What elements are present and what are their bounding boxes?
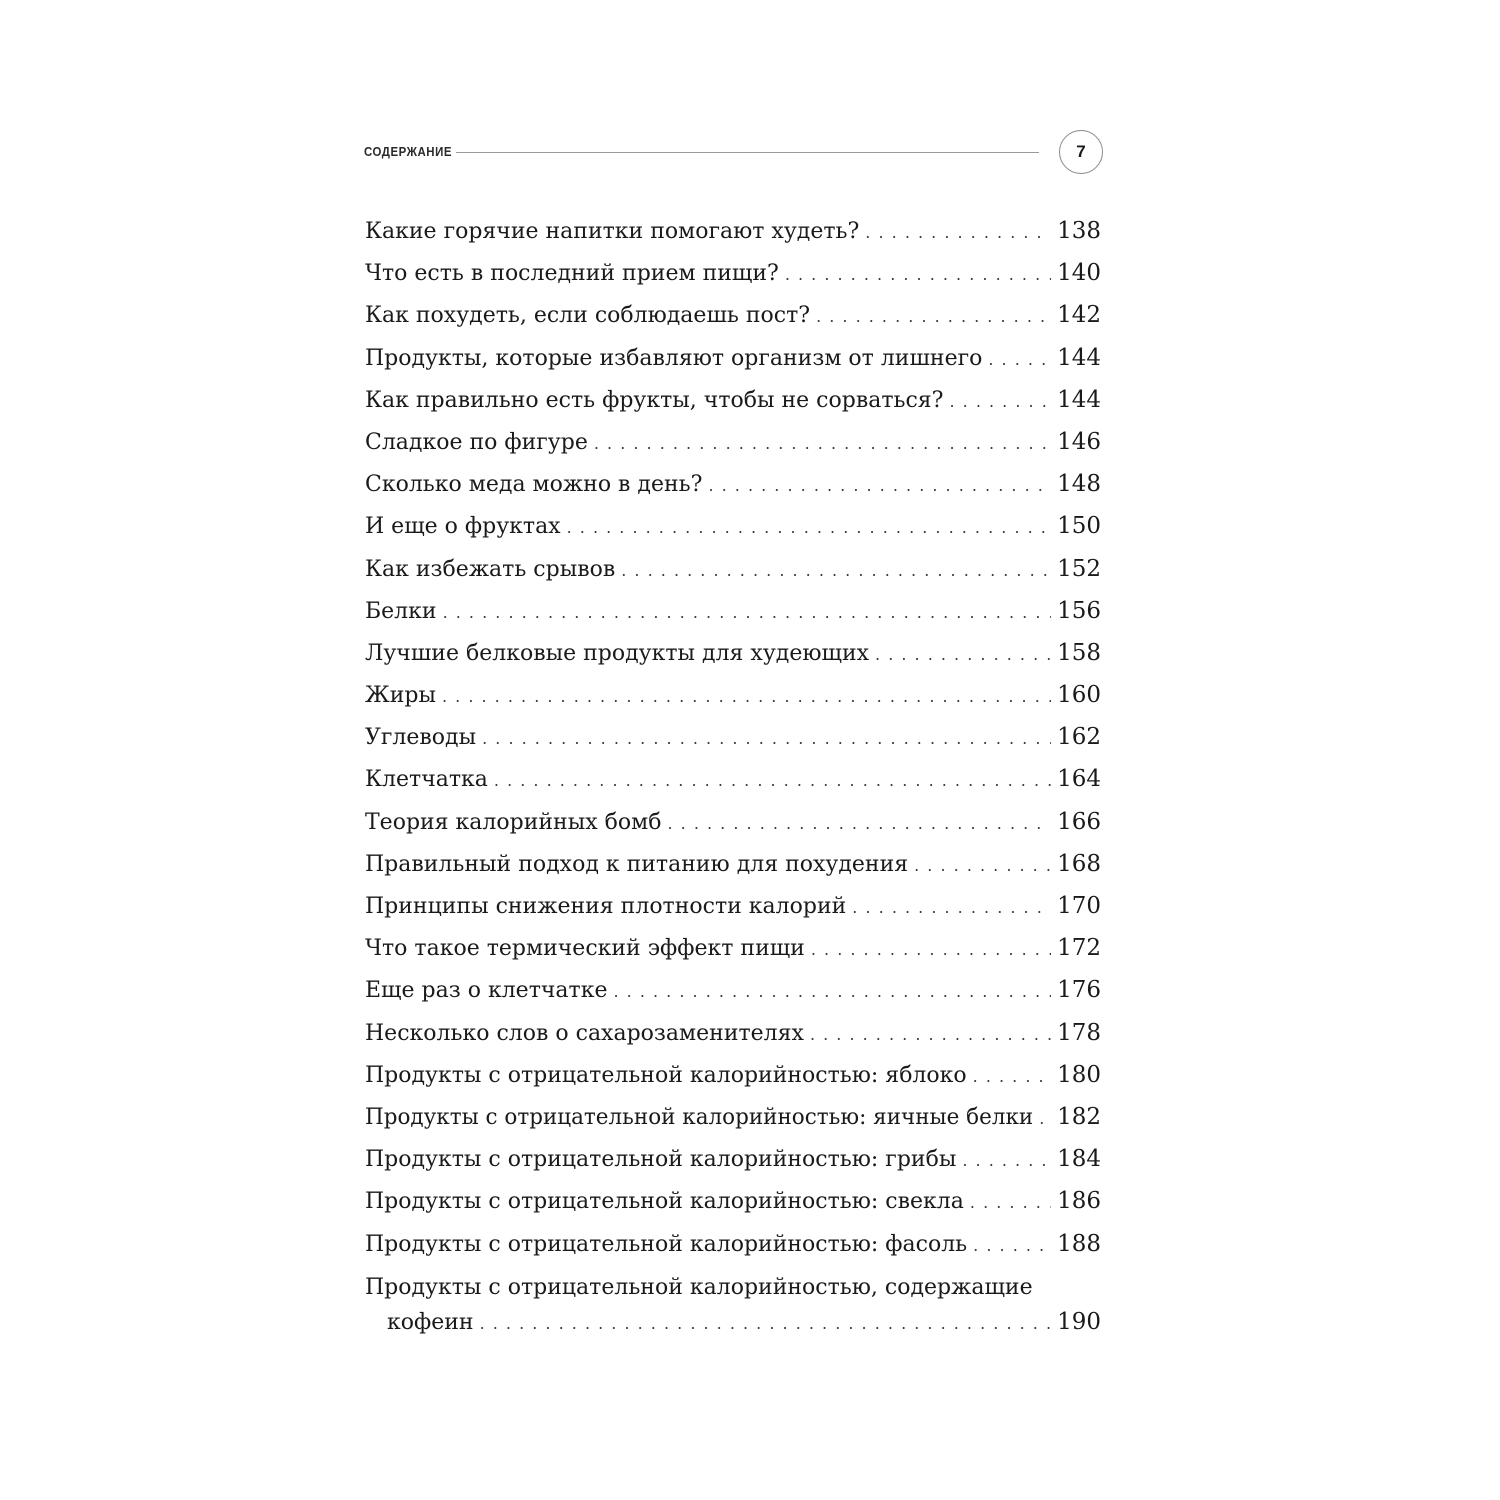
toc-entry-page: 160 (1057, 682, 1101, 709)
toc-entry-page: 142 (1057, 302, 1101, 329)
toc-entry-page: 168 (1057, 850, 1101, 877)
toc-entry-page: 178 (1057, 1019, 1101, 1046)
toc-entry[interactable] (365, 674, 1101, 716)
toc-entry-page: 150 (1057, 513, 1101, 540)
dot-leader (442, 676, 1051, 718)
toc-entry[interactable] (365, 716, 1101, 758)
page-number-badge: 7 (1059, 130, 1103, 174)
dot-leader (621, 550, 1051, 592)
toc-entry-title: Как правильно есть фрукты, чтобы не сорваться? (365, 387, 944, 413)
toc-entry-page: 164 (1057, 766, 1101, 793)
toc-entry[interactable] (365, 1138, 1101, 1180)
toc-entry-page: 180 (1057, 1061, 1101, 1088)
toc-entry[interactable] (365, 801, 1101, 843)
table-of-contents (365, 210, 1101, 1339)
dot-leader (667, 803, 1051, 845)
toc-entry-title: Что есть в последний прием пищи? (365, 261, 779, 287)
toc-entry-page: 182 (1057, 1103, 1101, 1130)
toc-entry[interactable] (365, 1265, 1101, 1339)
toc-entry[interactable] (365, 969, 1101, 1011)
toc-entry-title: Что такое термический эффект пищи (365, 936, 805, 962)
toc-entry[interactable] (365, 379, 1101, 421)
toc-entry-title: Теория калорийных бомб (365, 809, 662, 835)
toc-entry[interactable] (365, 463, 1101, 505)
toc-entry-title: Продукты с отрицательной калорийностью: свекла (365, 1189, 964, 1215)
toc-entry-title: Белки (365, 598, 437, 624)
toc-entry-page: 162 (1057, 724, 1101, 751)
toc-entry-page: 170 (1057, 893, 1101, 919)
dot-leader (811, 929, 1051, 971)
toc-entry-title: Как избежать срывов (365, 556, 616, 582)
toc-entry[interactable] (365, 505, 1101, 547)
dot-leader (494, 760, 1051, 802)
toc-entry-title: Принципы снижения плотности калорий (365, 894, 847, 919)
toc-entry-title: Сколько меда можно в день? (365, 472, 703, 498)
toc-entry[interactable] (365, 590, 1101, 632)
toc-entry-title: Продукты, которые избавляют организм от лишнего (365, 345, 983, 371)
toc-entry-title: Несколько слов о сахарозаменителях (365, 1020, 804, 1046)
dot-leader (708, 465, 1051, 507)
toc-entry[interactable] (365, 1054, 1101, 1096)
running-title: СОДЕРЖАНИЕ (364, 144, 452, 159)
dot-leader (875, 634, 1051, 676)
toc-entry-page: 158 (1057, 639, 1101, 666)
dot-leader (613, 971, 1051, 1013)
toc-entry[interactable] (365, 294, 1101, 336)
dot-leader (480, 1307, 1051, 1341)
toc-entry-page: 190 (1057, 1308, 1101, 1335)
toc-entry-page: 172 (1057, 935, 1101, 962)
toc-entry[interactable] (365, 885, 1101, 927)
toc-entry[interactable] (365, 337, 1101, 379)
dot-leader (973, 1225, 1051, 1267)
toc-entry-title: Продукты с отрицательной калорийностью, содержащие (365, 1274, 1033, 1300)
toc-entry-title: Продукты с отрицательной калорийностью: фасоль (365, 1231, 968, 1257)
toc-entry-page: 138 (1057, 218, 1101, 244)
toc-entry-page: 184 (1057, 1146, 1101, 1173)
toc-entry-title: И еще о фруктах (365, 514, 561, 540)
dot-leader (970, 1182, 1051, 1224)
toc-entry[interactable] (365, 1096, 1101, 1138)
toc-entry-page: 144 (1057, 344, 1101, 371)
toc-entry-page: 144 (1057, 386, 1101, 413)
toc-entry-title: Клетчатка (365, 767, 488, 793)
toc-entry[interactable] (365, 758, 1101, 800)
toc-entry-title: Еще раз о клетчатке (365, 978, 608, 1004)
toc-entry-page: 152 (1057, 555, 1101, 582)
toc-entry-title: Какие горячие напитки помогают худеть? (365, 219, 860, 244)
dot-leader (962, 1140, 1051, 1182)
header-rule (456, 152, 1039, 153)
toc-entry-page: 176 (1057, 977, 1101, 1004)
dot-leader (594, 423, 1051, 465)
toc-entry-title: Продукты с отрицательной калорийностью: яичные белки (365, 1104, 1034, 1130)
toc-entry-page: 188 (1057, 1230, 1101, 1257)
running-header (364, 130, 1106, 176)
toc-entry[interactable] (365, 421, 1101, 463)
toc-entry[interactable] (365, 632, 1101, 674)
toc-entry[interactable] (365, 210, 1101, 252)
toc-entry-title: Продукты с отрицательной калорийностью: яблоко (365, 1062, 967, 1088)
toc-entry[interactable] (365, 1180, 1101, 1222)
dot-leader (810, 1014, 1051, 1056)
dot-leader (973, 1056, 1051, 1098)
dot-leader (443, 592, 1051, 634)
toc-entry-title: Продукты с отрицательной калорийностью: грибы (365, 1147, 957, 1173)
toc-entry-page: 166 (1057, 808, 1101, 835)
toc-entry-page: 156 (1057, 597, 1101, 624)
toc-entry-title: Сладкое по фигуре (365, 429, 588, 455)
dot-leader (988, 339, 1051, 381)
toc-entry[interactable] (365, 843, 1101, 885)
dot-leader (785, 254, 1051, 296)
toc-entry-title: Углеводы (365, 725, 477, 751)
dot-leader (914, 845, 1051, 887)
dot-leader (482, 718, 1051, 760)
toc-entry-page: 148 (1057, 471, 1101, 498)
toc-entry-page: 146 (1057, 428, 1101, 455)
toc-entry[interactable] (365, 1223, 1101, 1265)
toc-entry-continuation (365, 1305, 1101, 1339)
dot-leader (852, 887, 1051, 929)
toc-entry[interactable] (365, 548, 1101, 590)
toc-entry-page: 140 (1057, 260, 1101, 287)
toc-entry-title: Правильный подход к питанию для похудения (365, 851, 909, 877)
dot-leader (1039, 1098, 1051, 1140)
toc-entry-title: Лучшие белковые продукты для худеющих (365, 640, 870, 666)
toc-entry-title: Как похудеть, если соблюдаешь пост? (365, 303, 811, 329)
toc-entry[interactable] (365, 927, 1101, 969)
dot-leader (816, 296, 1051, 338)
toc-entry[interactable] (365, 1012, 1101, 1054)
toc-entry-page: 186 (1057, 1188, 1101, 1215)
toc-entry-title: Жиры (365, 683, 436, 709)
dot-leader (949, 381, 1051, 423)
toc-entry[interactable] (365, 252, 1101, 294)
dot-leader (567, 507, 1051, 549)
dot-leader (865, 212, 1051, 254)
toc-entry-title-continued: кофеин (387, 1309, 474, 1335)
